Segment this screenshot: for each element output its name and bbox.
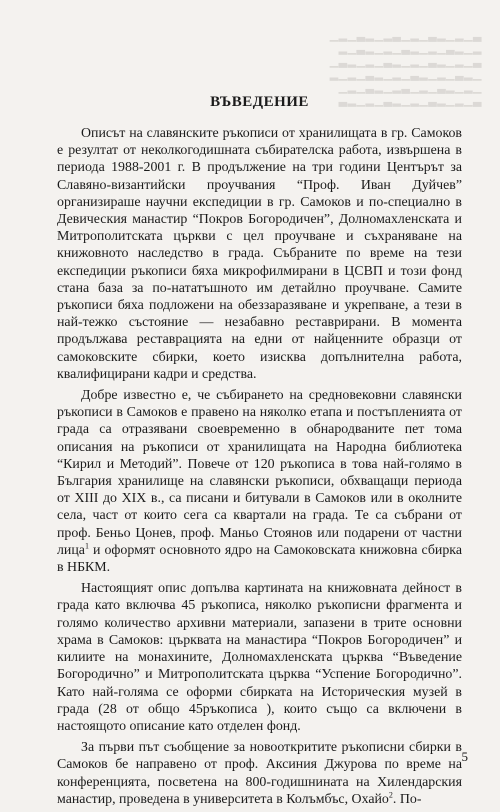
bleed-through-text: ▁▂▁▃▂▁▂▃▁▂▁▃▂▁▂▁▃ ▂▁▃▂▁▂▁▃▂▁▂▁▃▂▁▂ ▁▃▂▁▂▁▃▂▁▂▁▃▂▁▂▁▃ ▂▁▂▁▃▂▁▂▁▃▂▁▂▁▃▂▁ ▁▂▁▃▂▁▂▃▁▂▁▃▂▁▂▁ ▃▂▁▂▁▃▂▁▂▁▃▂▁▂▁▃	[329, 30, 482, 107]
paragraph-2	[57, 387, 462, 576]
text-block	[57, 94, 462, 812]
page-number: 5	[461, 749, 468, 764]
paragraph-3-text: Настоящият опис допълва картината на книжовната дейност в града като включва 45 ръкописа, няколко ръкописни фрагмента и голямо количество архивни материали, запазени в трите основни храма в Самоков: църквата на манастира “Покров Богородичен” и килиите на монахините, Долномахленската църква “Въведение Богородично” и Митрополитската църква “Успение Богородично”. Като най-голяма се оформи сбирката на Историческия музей в града (28 от общо 45ръкописа ), които също са включени в настоящото описание като отделен фонд.	[57, 581, 462, 734]
footnote-marker-1: 1	[84, 541, 89, 551]
paragraph-1-text: Описът на славянските ръкописи от хранилищата в гр. Самоков е резултат от неколкогодишната събирателска работа, извършена в периода 1988-2001 г. В продължение на три години Центърът за Славяно-византийски проучвания “Проф. Иван Дуйчев” организираше научни експедиции в гр. Самоков и по-специално в Девическия манастир “Покров Богородичен”, Долномахленската и Митрополитската църкви с цел проучване и съхраняване на книжовното наследство в града. Събраните по време на тези експедиции ръкописи бяха микрофилмирани в ЦСВП и този фонд стана база за по-нататъшното им детайлно проучване. Самите ръкописи бяха подложени на обеззаразяване и укрепване, а тези в най-тежко състояние — незабавно реставрирани. В момента продължава реставрацията на едни от найценните образци от самоковските сбирки, което изисква допълнителна работа, квалифицирани кадри и средства.	[57, 126, 462, 382]
paragraph-1	[57, 125, 462, 383]
paragraph-4-text-a: За първи път съобщение за новооткритите ръкописни сбирки в Самоков бе направено от проф. Аксиния Джурова по време на конференцията, посветена на 800-годишнината на Хилендарския манастир, проведена в университета в Колъмбъс, Охайо	[57, 740, 462, 807]
paragraph-2-text-b: и оформят основното ядро на Самоковската книжовна сбирка в НБКМ.	[57, 542, 462, 576]
footnote-marker-2: 2	[388, 790, 393, 800]
paragraph-3	[57, 580, 462, 735]
paragraph-4-text-b: . По-	[392, 791, 422, 807]
paragraph-2-text-a: Добре известно е, че събирането на средновековни славянски ръкописи в Самоков е правено на няколко етапа и постъпленията от града са отразявани своевременно в обнародваните пет тома описания на ръкописи от хранилищата на Народна библиотека “Кирил и Методий”. Повече от 120 ръкописа в това най-голямо в България хранилище на славянски ръкописи, обхващащи периода от XIII до XIX в., са писани и битували в Самоков или в околните села, част от които сега са квартали на града. Те са събрани от проф. Беньо Цонев, проф. Маньо Стоянов или подарени от частни лица	[57, 388, 462, 558]
chapter-title: ВЪВЕДЕНИЕ	[210, 94, 309, 110]
paragraph-4	[57, 739, 462, 808]
